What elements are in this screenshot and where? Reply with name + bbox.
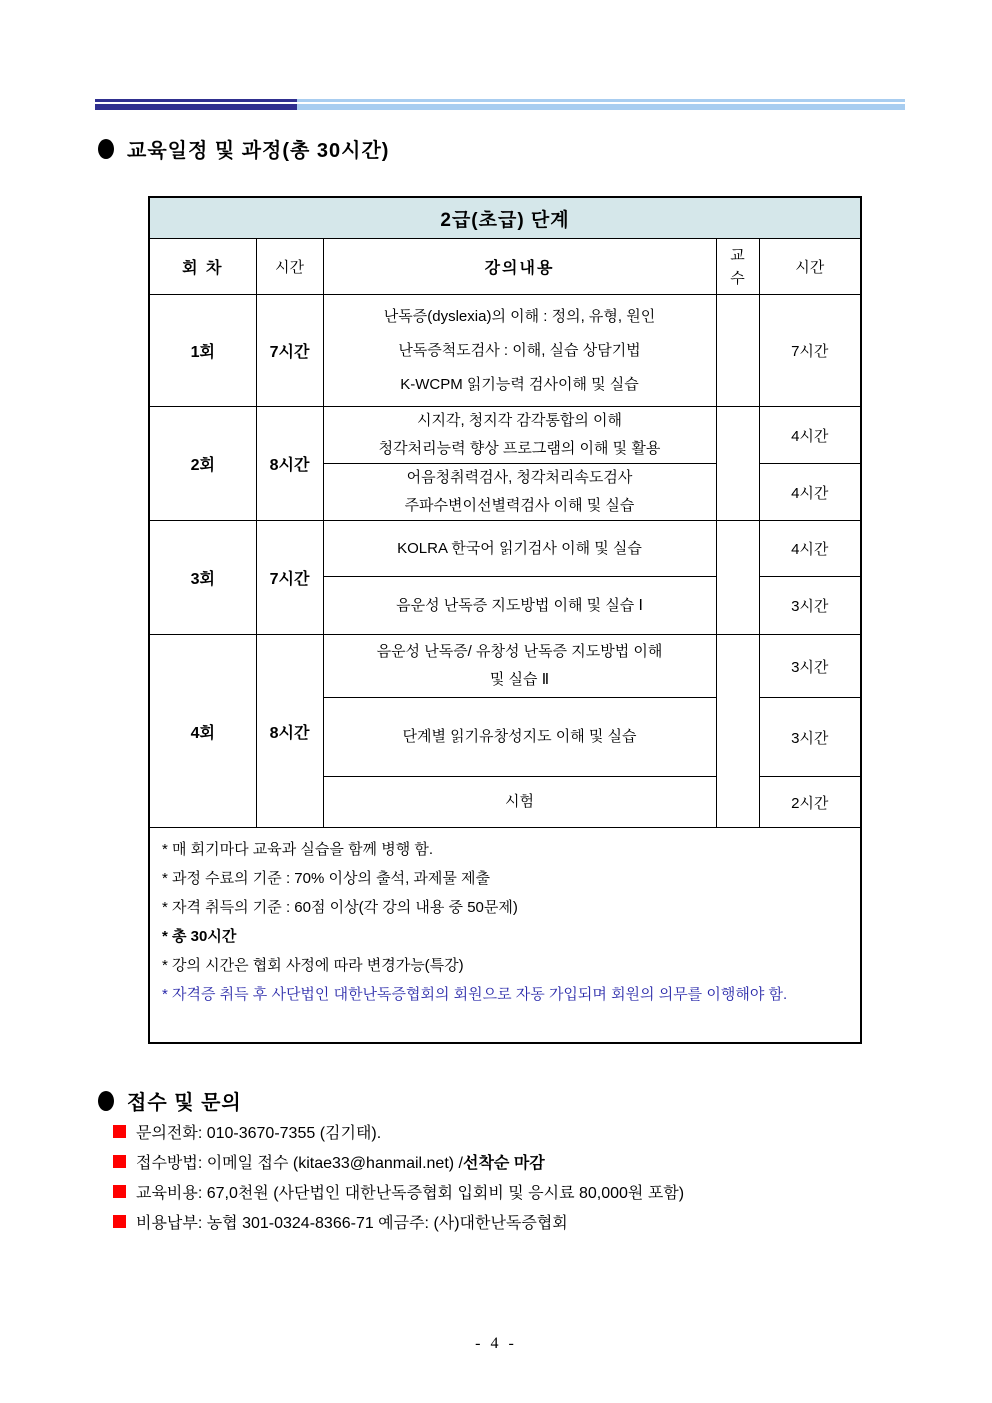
duration-cell: 3시간 <box>759 698 861 777</box>
content-line: 시지각, 청지각 감각통합의 이해 <box>416 412 623 429</box>
contact-item-text: 접수방법: 이메일 접수 (kitae33@hanmail.net) / <box>136 1154 463 1172</box>
session-cell: 1회 <box>149 295 256 407</box>
hours-cell: 8시간 <box>256 635 323 828</box>
contact-list <box>113 1116 684 1236</box>
duration-cell: 7시간 <box>759 295 861 407</box>
session-cell: 3회 <box>149 521 256 635</box>
red-square-icon <box>113 1155 126 1168</box>
content-cell <box>323 698 716 777</box>
note-line: * 과정 수료의 기준 : 70% 이상의 출석, 과제물 제출 <box>162 870 491 887</box>
table-row-session2a <box>149 407 861 464</box>
duration-cell: 4시간 <box>759 521 861 577</box>
contact-item-payment <box>113 1206 684 1236</box>
duration-cell: 2시간 <box>759 777 861 828</box>
top-rule-thick-stripe <box>95 104 905 110</box>
top-rule-thin-stripe <box>95 99 905 102</box>
contact-item-text: 문의전화: 010-3670-7355 (김기태). <box>136 1124 382 1142</box>
table-row-session3a <box>149 521 861 577</box>
note-line-membership: * 자격증 취득 후 사단법인 대한난독증협회의 회원으로 자동 가입되며 회원의 의무를 이행해야 함. <box>162 986 788 1003</box>
hours-cell: 8시간 <box>256 407 323 521</box>
content-line: 음운성 난독증 지도방법 이해 및 실습 Ⅰ <box>396 596 643 614</box>
content-line: KOLRA 한국어 읽기검사 이해 및 실습 <box>397 539 642 557</box>
content-line: 단계별 읽기유창성지도 이해 및 실습 <box>402 728 637 745</box>
content-line: K-WCPM 읽기능력 검사이해 및 실습 <box>400 375 639 393</box>
professor-cell <box>716 407 759 521</box>
top-rule-lightblue-segment <box>297 104 905 110</box>
header-session: 회 차 <box>149 239 256 295</box>
red-square-icon <box>113 1185 126 1198</box>
content-line: 음운성 난독증/ 유창성 난독증 지도방법 이해 <box>376 643 663 660</box>
schedule-table <box>148 196 862 1044</box>
duration-cell: 4시간 <box>759 464 861 521</box>
top-rule-lightblue-segment <box>297 99 905 102</box>
hours-cell: 7시간 <box>256 295 323 407</box>
duration-cell: 3시간 <box>759 635 861 698</box>
notes-cell <box>149 828 861 1044</box>
table-title-row <box>149 197 861 239</box>
content-cell <box>323 464 716 521</box>
contact-item-phone <box>113 1116 684 1146</box>
content-cell <box>323 295 716 407</box>
professor-cell <box>716 295 759 407</box>
content-line: 난독증척도검사 : 이해, 실습 상담기법 <box>398 341 641 359</box>
section-heading-label: 접수 및 문의 <box>127 1092 242 1114</box>
table-row-session4a <box>149 635 861 698</box>
contact-item-fee <box>113 1176 684 1206</box>
content-line: 시험 <box>505 793 534 810</box>
section-heading-label: 교육일정 및 과정(총 30시간) <box>127 140 390 162</box>
section-heading-education-schedule <box>98 134 389 163</box>
header-content: 강의내용 <box>323 239 716 295</box>
table-notes-row <box>149 828 861 1044</box>
header-hours: 시간 <box>256 239 323 295</box>
duration-cell: 4시간 <box>759 407 861 464</box>
content-line: 청각처리능력 향상 프로그램의 이해 및 활용 <box>378 440 661 457</box>
content-cell <box>323 577 716 635</box>
content-cell <box>323 407 716 464</box>
contact-item-method <box>113 1146 684 1176</box>
header-professor: 교수 <box>716 239 759 295</box>
top-rule-navy-segment <box>95 104 297 110</box>
decorative-top-rule <box>95 99 905 110</box>
contact-item-text: 교육비용: 67,0천원 (사단법인 대한난독증협회 입회비 및 응시료 80,000원 포함) <box>136 1184 685 1202</box>
page-number: - 4 - <box>475 1335 517 1352</box>
content-line: 및 실습 Ⅱ <box>489 671 550 688</box>
note-line: * 강의 시간은 협회 사정에 따라 변경가능(특강) <box>162 957 464 974</box>
red-square-icon <box>113 1125 126 1138</box>
table-header-row <box>149 239 861 295</box>
bullet-ellipse-icon <box>98 1091 114 1111</box>
section-heading-registration-inquiry <box>98 1086 242 1115</box>
session-cell: 2회 <box>149 407 256 521</box>
content-cell <box>323 635 716 698</box>
header-duration: 시간 <box>759 239 861 295</box>
hours-cell: 7시간 <box>256 521 323 635</box>
contact-item-text: 비용납부: 농협 301-0324-8366-71 예금주: (사)대한난독증협회 <box>136 1214 568 1232</box>
contact-item-bold-text: 선착순 마감 <box>463 1154 545 1172</box>
schedule-table-container <box>148 196 862 1044</box>
content-cell <box>323 777 716 828</box>
note-line-total-hours: * 총 30시간 <box>162 928 237 945</box>
content-line: 주파수변이선별력검사 이해 및 실습 <box>404 497 635 514</box>
session-cell: 4회 <box>149 635 256 828</box>
duration-cell: 3시간 <box>759 577 861 635</box>
content-cell <box>323 521 716 577</box>
professor-cell <box>716 521 759 635</box>
red-square-icon <box>113 1215 126 1228</box>
note-line: * 매 회기마다 교육과 실습을 함께 병행 함. <box>162 841 434 858</box>
professor-cell <box>716 635 759 828</box>
content-line: 어음청취력검사, 청각처리속도검사 <box>406 469 633 486</box>
note-line: * 자격 취득의 기준 : 60점 이상(각 강의 내용 중 50문제) <box>162 899 518 916</box>
table-title: 2급(초급) 단계 <box>149 197 861 239</box>
top-rule-navy-segment <box>95 99 297 102</box>
table-row-session1 <box>149 295 861 407</box>
bullet-ellipse-icon <box>98 139 114 159</box>
content-line: 난독증(dyslexia)의 이해 : 정의, 유형, 원인 <box>383 307 656 325</box>
